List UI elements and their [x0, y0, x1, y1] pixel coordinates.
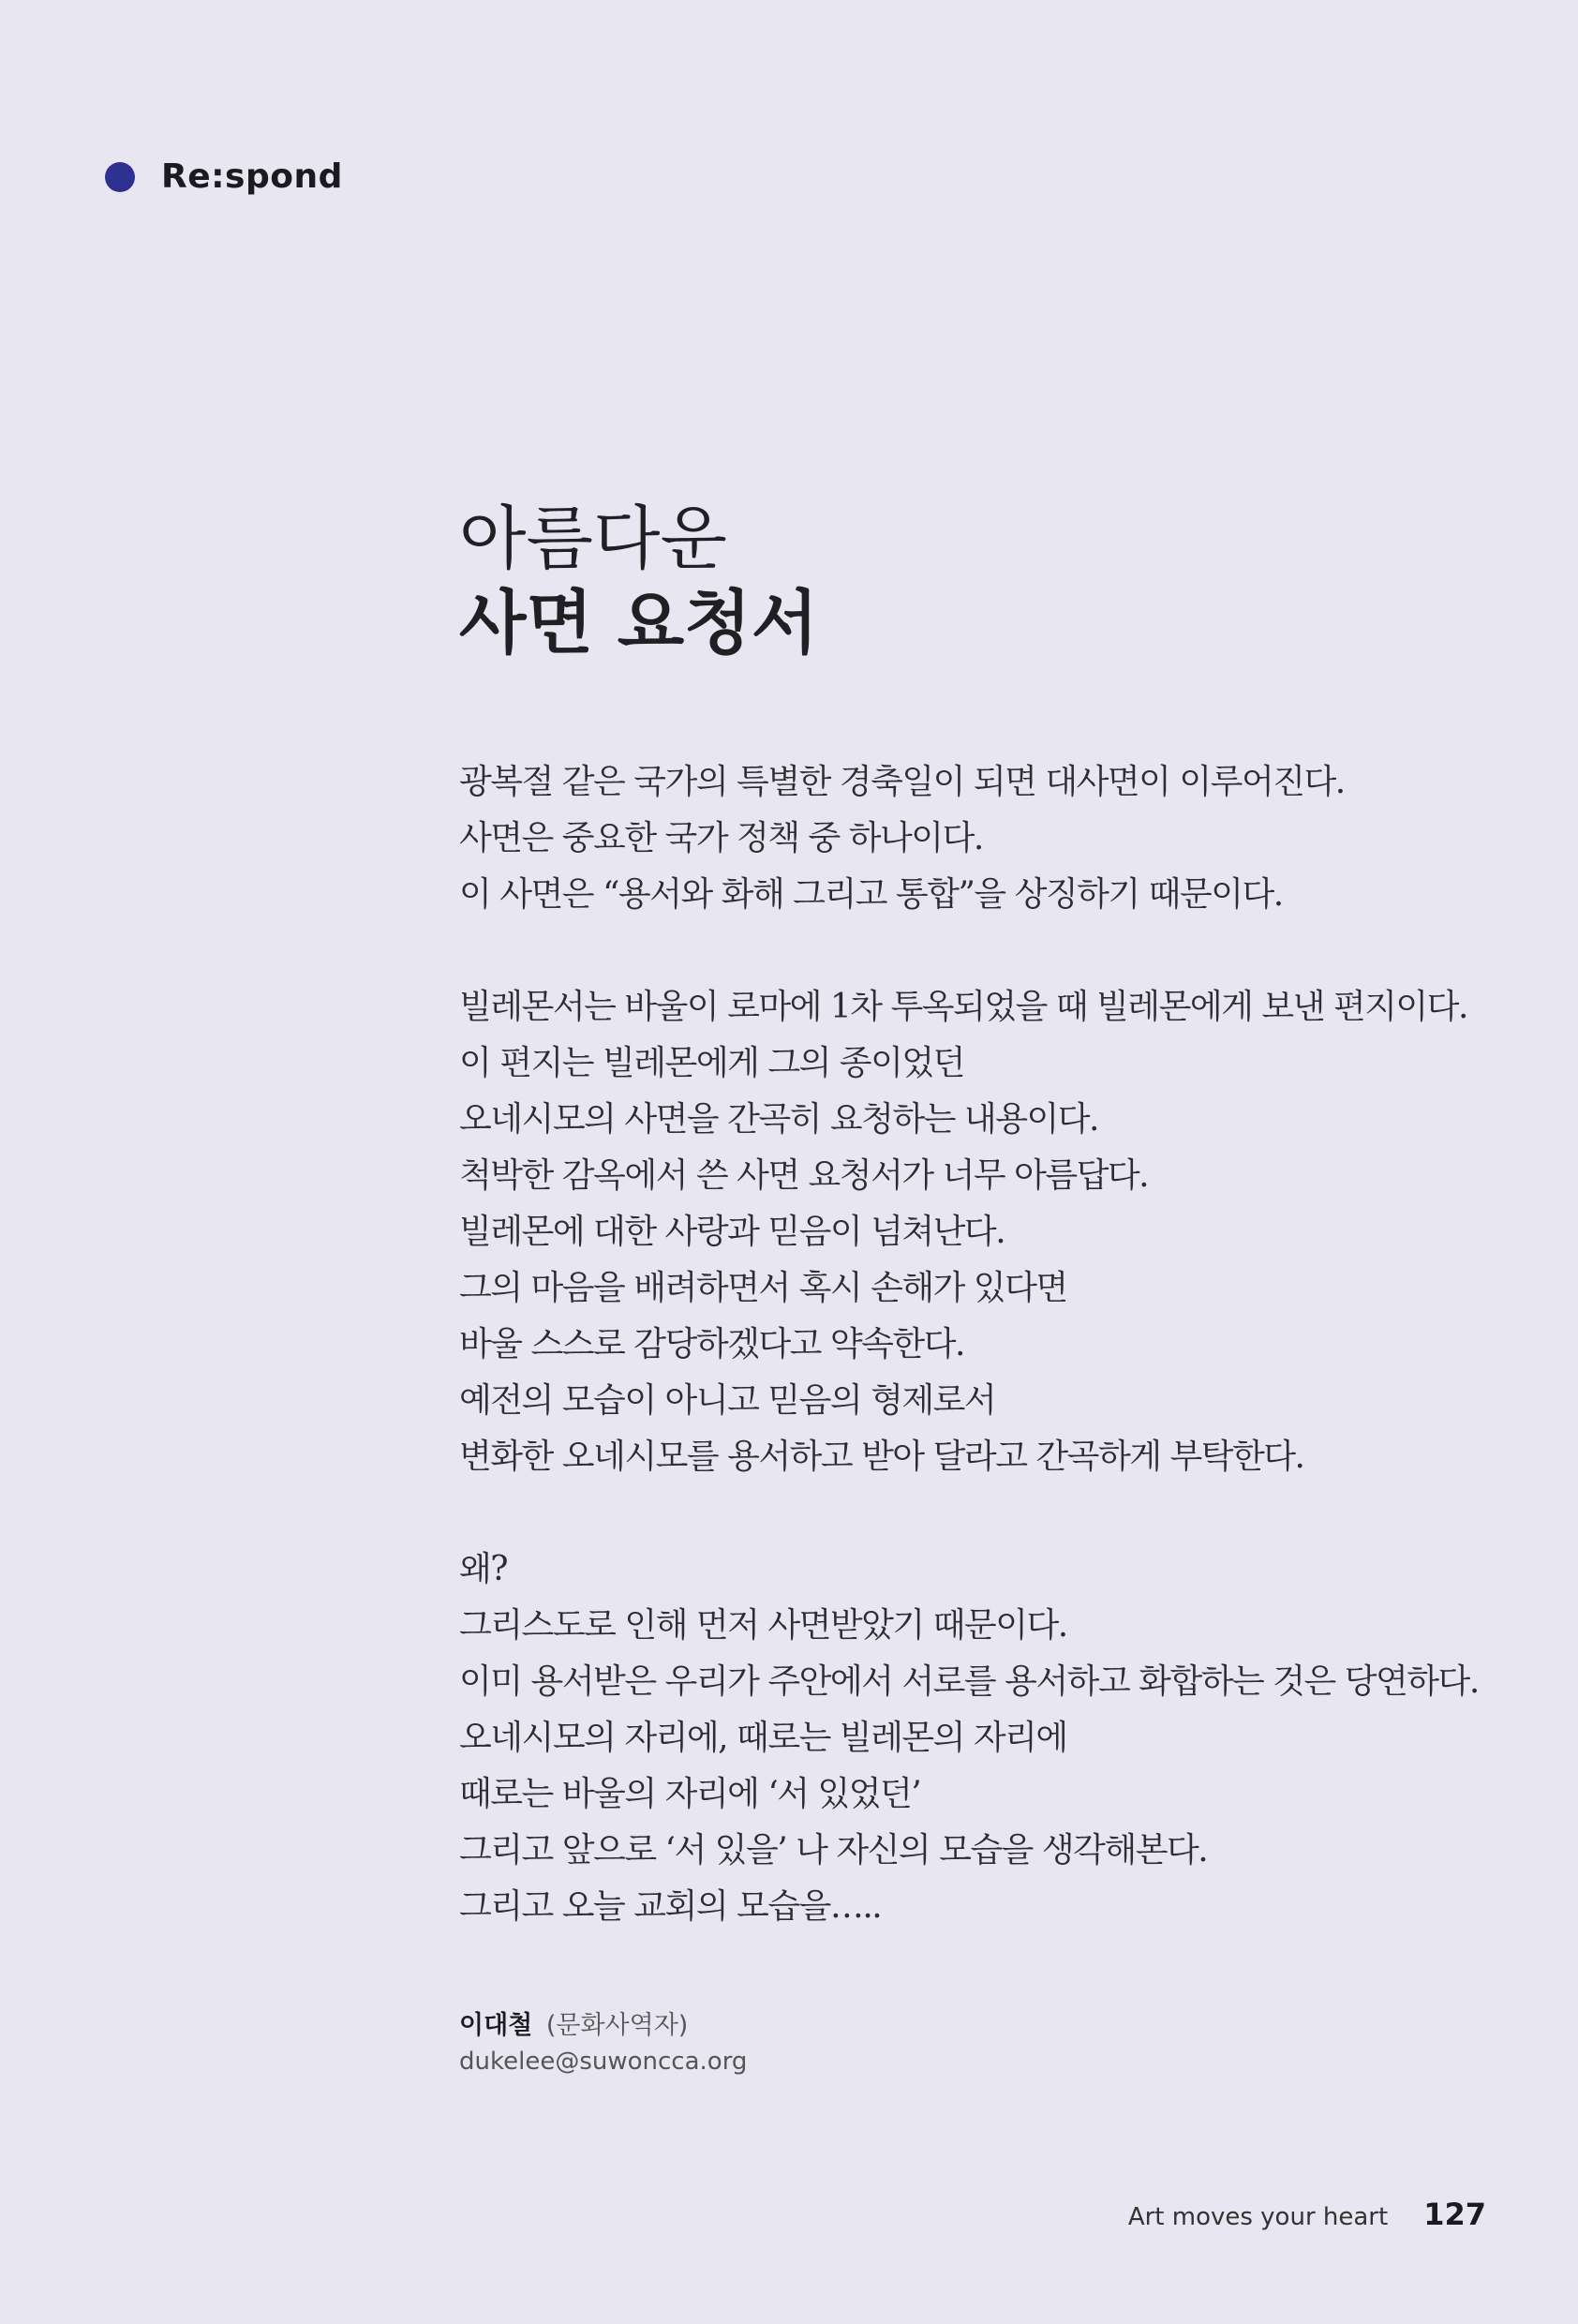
page-footer [1128, 2197, 1486, 2232]
text-line: 그의 마음을 배려하면서 혹시 손해가 있다면 [459, 1269, 1067, 1307]
text-line: 그리고 앞으로 ‘서 있을’ 나 자신의 모습을 생각해본다. [459, 1831, 1208, 1870]
paragraph [459, 754, 1509, 923]
title-line-2: 사면 요청서 [459, 583, 819, 663]
section-label: Re:spond [161, 157, 343, 196]
text-line: 사면은 중요한 국가 정책 중 하나이다. [459, 819, 983, 857]
text-line: 오네시모의 자리에, 때로는 빌레몬의 자리에 [459, 1719, 1067, 1757]
paragraph [459, 1542, 1509, 1935]
text-line: 광복절 같은 국가의 특별한 경축일이 되면 대사면이 이루어진다. [459, 763, 1345, 801]
author-email: dukelee@suwoncca.org [459, 2048, 748, 2076]
text-line: 오네시모의 사면을 간곡히 요청하는 내용이다. [459, 1100, 1098, 1139]
footer-tagline: Art moves your heart [1127, 2203, 1389, 2231]
text-line: 빌레몬서는 바울이 로마에 1차 투옥되었을 때 빌레몬에게 보낸 편지이다. [459, 988, 1467, 1026]
section-header [105, 157, 343, 196]
text-line: 이 편지는 빌레몬에게 그의 종이었던 [459, 1044, 964, 1082]
text-line: 변화한 오네시모를 용서하고 받아 달라고 간곡하게 부탁한다. [459, 1438, 1304, 1476]
author-name: 이대철 [459, 2011, 533, 2040]
text-line: 바울 스스로 감당하겠다고 약속한다. [459, 1325, 964, 1363]
text-line: 척박한 감옥에서 쓴 사면 요청서가 너무 아름답다. [459, 1156, 1149, 1195]
text-line: 그리고 오늘 교회의 모습을….. [459, 1887, 882, 1926]
text-line: 때로는 바울의 자리에 ‘서 있었던’ [459, 1775, 921, 1813]
text-line: 예전의 모습이 아니고 믿음의 형제로서 [459, 1381, 996, 1420]
text-line: 이 사면은 “용서와 화해 그리고 통합”을 상징하기 때문이다. [459, 875, 1283, 914]
page-number: 127 [1423, 2197, 1486, 2232]
text-line: 이미 용서받은 우리가 주안에서 서로를 용서하고 화합하는 것은 당연하다. [459, 1662, 1479, 1701]
byline [459, 2008, 747, 2079]
title-line-1: 아름다운 [459, 499, 727, 579]
text-line: 그리스도로 인해 먼저 사면받았기 때문이다. [459, 1606, 1067, 1645]
text-line: 왜? [459, 1550, 508, 1588]
article-body [459, 754, 1509, 1991]
text-line: 빌레몬에 대한 사랑과 믿음이 넘쳐난다. [459, 1213, 1005, 1251]
bullet-dot-icon [105, 162, 135, 192]
paragraph [459, 979, 1509, 1485]
author-role: (문화사역자) [545, 2011, 689, 2040]
article-title [459, 497, 818, 665]
author-row [459, 2008, 747, 2044]
